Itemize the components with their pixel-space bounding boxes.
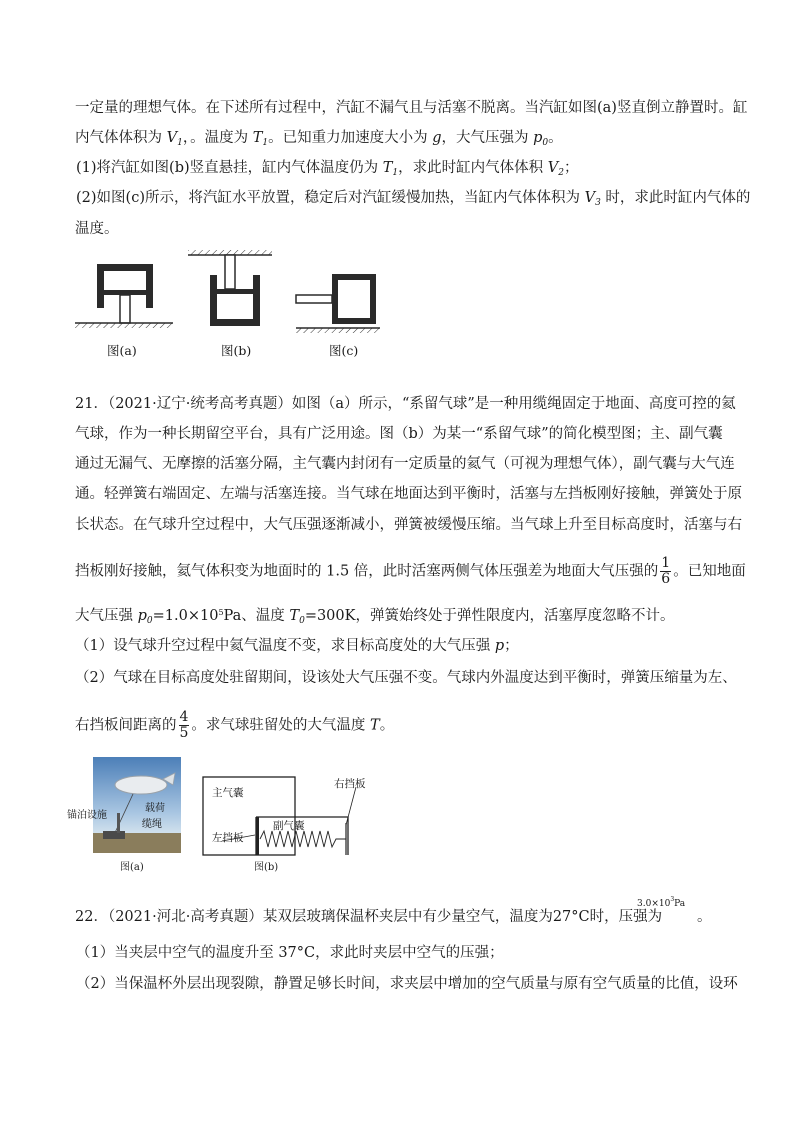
label-main-bladder: 主气囊 <box>212 787 244 799</box>
label-secondary-bladder: 副气囊 <box>273 820 305 832</box>
fraction-one-sixth: $\frac{1}{6}$ <box>661 555 671 587</box>
balloon-photo <box>93 757 181 853</box>
p21-line-2: 气球，作为一种长期留空平台，具有广泛用途。图（b）为某一“系留气球”的简化模型图；主、副气囊 <box>75 426 723 442</box>
figure-c-horizontal-cylinder <box>296 274 380 333</box>
p21-line-6: 挡板刚好接触，氦气体积变为地面时的 1.5 倍，此时活塞两侧气体压强差为地面大气压强的 $\frac{1}{6}$ 。已知地面 <box>75 555 746 587</box>
label-anchoring-facility: 锚泊设施 <box>67 810 107 821</box>
p22-line-3: （2）当保温杯外层出现裂隙，静置足够长时间，求夹层中增加的空气质量与原有空气质量的比值，设环 <box>76 976 738 992</box>
p20-line-5: 温度。 <box>75 221 119 237</box>
p20-line-2: 内气体体积为 $V_1$，。温度为 $T_1$。已知重力加速度大小为 g，大气压强为 $p_0$。 <box>75 130 563 148</box>
pressure-value: $3.0\times 10^3Pa$ <box>637 896 686 909</box>
p21-line-3: 通过无漏气、无摩擦的活塞分隔，主气囊内封闭有一定质量的氦气（可视为理想气体），副气囊与大气连 <box>75 456 735 472</box>
p20-line-4: (2)如图(c)所示，将汽缸水平放置，稳定后对汽缸缓慢加热，当缸内气体体积为 $V_3$ 时，求此时缸内气体的 <box>76 190 751 208</box>
figure-b-hanging-cylinder <box>188 250 272 326</box>
label-right-baffle: 右挡板 <box>334 778 366 790</box>
p21-line-9: （2）气球在目标高度处驻留期间，设该处大气压强不变。气球内外温度达到平衡时，弹簧压缩量为左、 <box>75 670 737 686</box>
p21-line-5: 长状态。在气球升空过程中，大气压强逐渐减小，弹簧被缓慢压缩。当气球上升至目标高度时，活塞与右 <box>75 517 742 533</box>
p21-line-7: 大气压强 $p_0=1.0\times 10^5Pa$、温度 $T_0=300K$，弹簧始终处于弹性限度内，活塞厚度忽略不计。 <box>75 608 675 626</box>
p20-line-1: 一定量的理想气体。在下述所有过程中，汽缸不漏气且与活塞不脱离。当汽缸如图(a)竖直倒立静置时。缸 <box>75 100 748 116</box>
p21-line-1: 21．（2021·辽宁·统考高考真题）如图（a）所示，“系留气球”是一种用缆绳固定于地面、高度可控的氦 <box>75 396 736 412</box>
fraction-four-fifths: $\frac{4}{5}$ <box>179 709 189 741</box>
label-left-baffle: 左挡板 <box>212 832 244 844</box>
p21-line-4: 通。轻弹簧右端固定、左端与活塞连接。当气球在地面达到平衡时，活塞与左挡板刚好接触，弹簧处于原 <box>75 486 742 502</box>
cylinder-figures <box>70 248 380 338</box>
caption-21-figure-b: 图(b) <box>254 862 279 873</box>
p22-line-2: （1）当夹层中空气的温度升至 37°C，求此时夹层中空气的压强； <box>76 945 504 961</box>
caption-figure-b: 图(b) <box>221 343 252 358</box>
caption-figure-c: 图(c) <box>329 343 359 358</box>
p20-line-3: (1)将汽缸如图(b)竖直悬挂，缸内气体温度仍为 $T_1$，求此时缸内气体体积 $V_2$； <box>76 160 579 178</box>
figure-a-inverted-cylinder <box>75 264 173 328</box>
caption-figure-a: 图(a) <box>107 343 137 358</box>
p22-line-1-end: 。 <box>697 909 712 925</box>
label-cable: 缆绳 <box>142 819 162 830</box>
p21-line-8: （1）设气球升空过程中氦气温度不变，求目标高度处的大气压强 p； <box>75 638 519 654</box>
label-payload: 载荷 <box>145 803 165 814</box>
caption-21-figure-a: 图(a) <box>120 862 144 873</box>
p21-line-10: 右挡板间距离的 $\frac{4}{5}$ 。求气球驻留处的大气温度 T。 <box>75 709 395 741</box>
p22-line-1: 22．（2021·河北·高考真题）某双层玻璃保温杯夹层中有少量空气，温度为27°C时，压强为 <box>75 909 663 925</box>
